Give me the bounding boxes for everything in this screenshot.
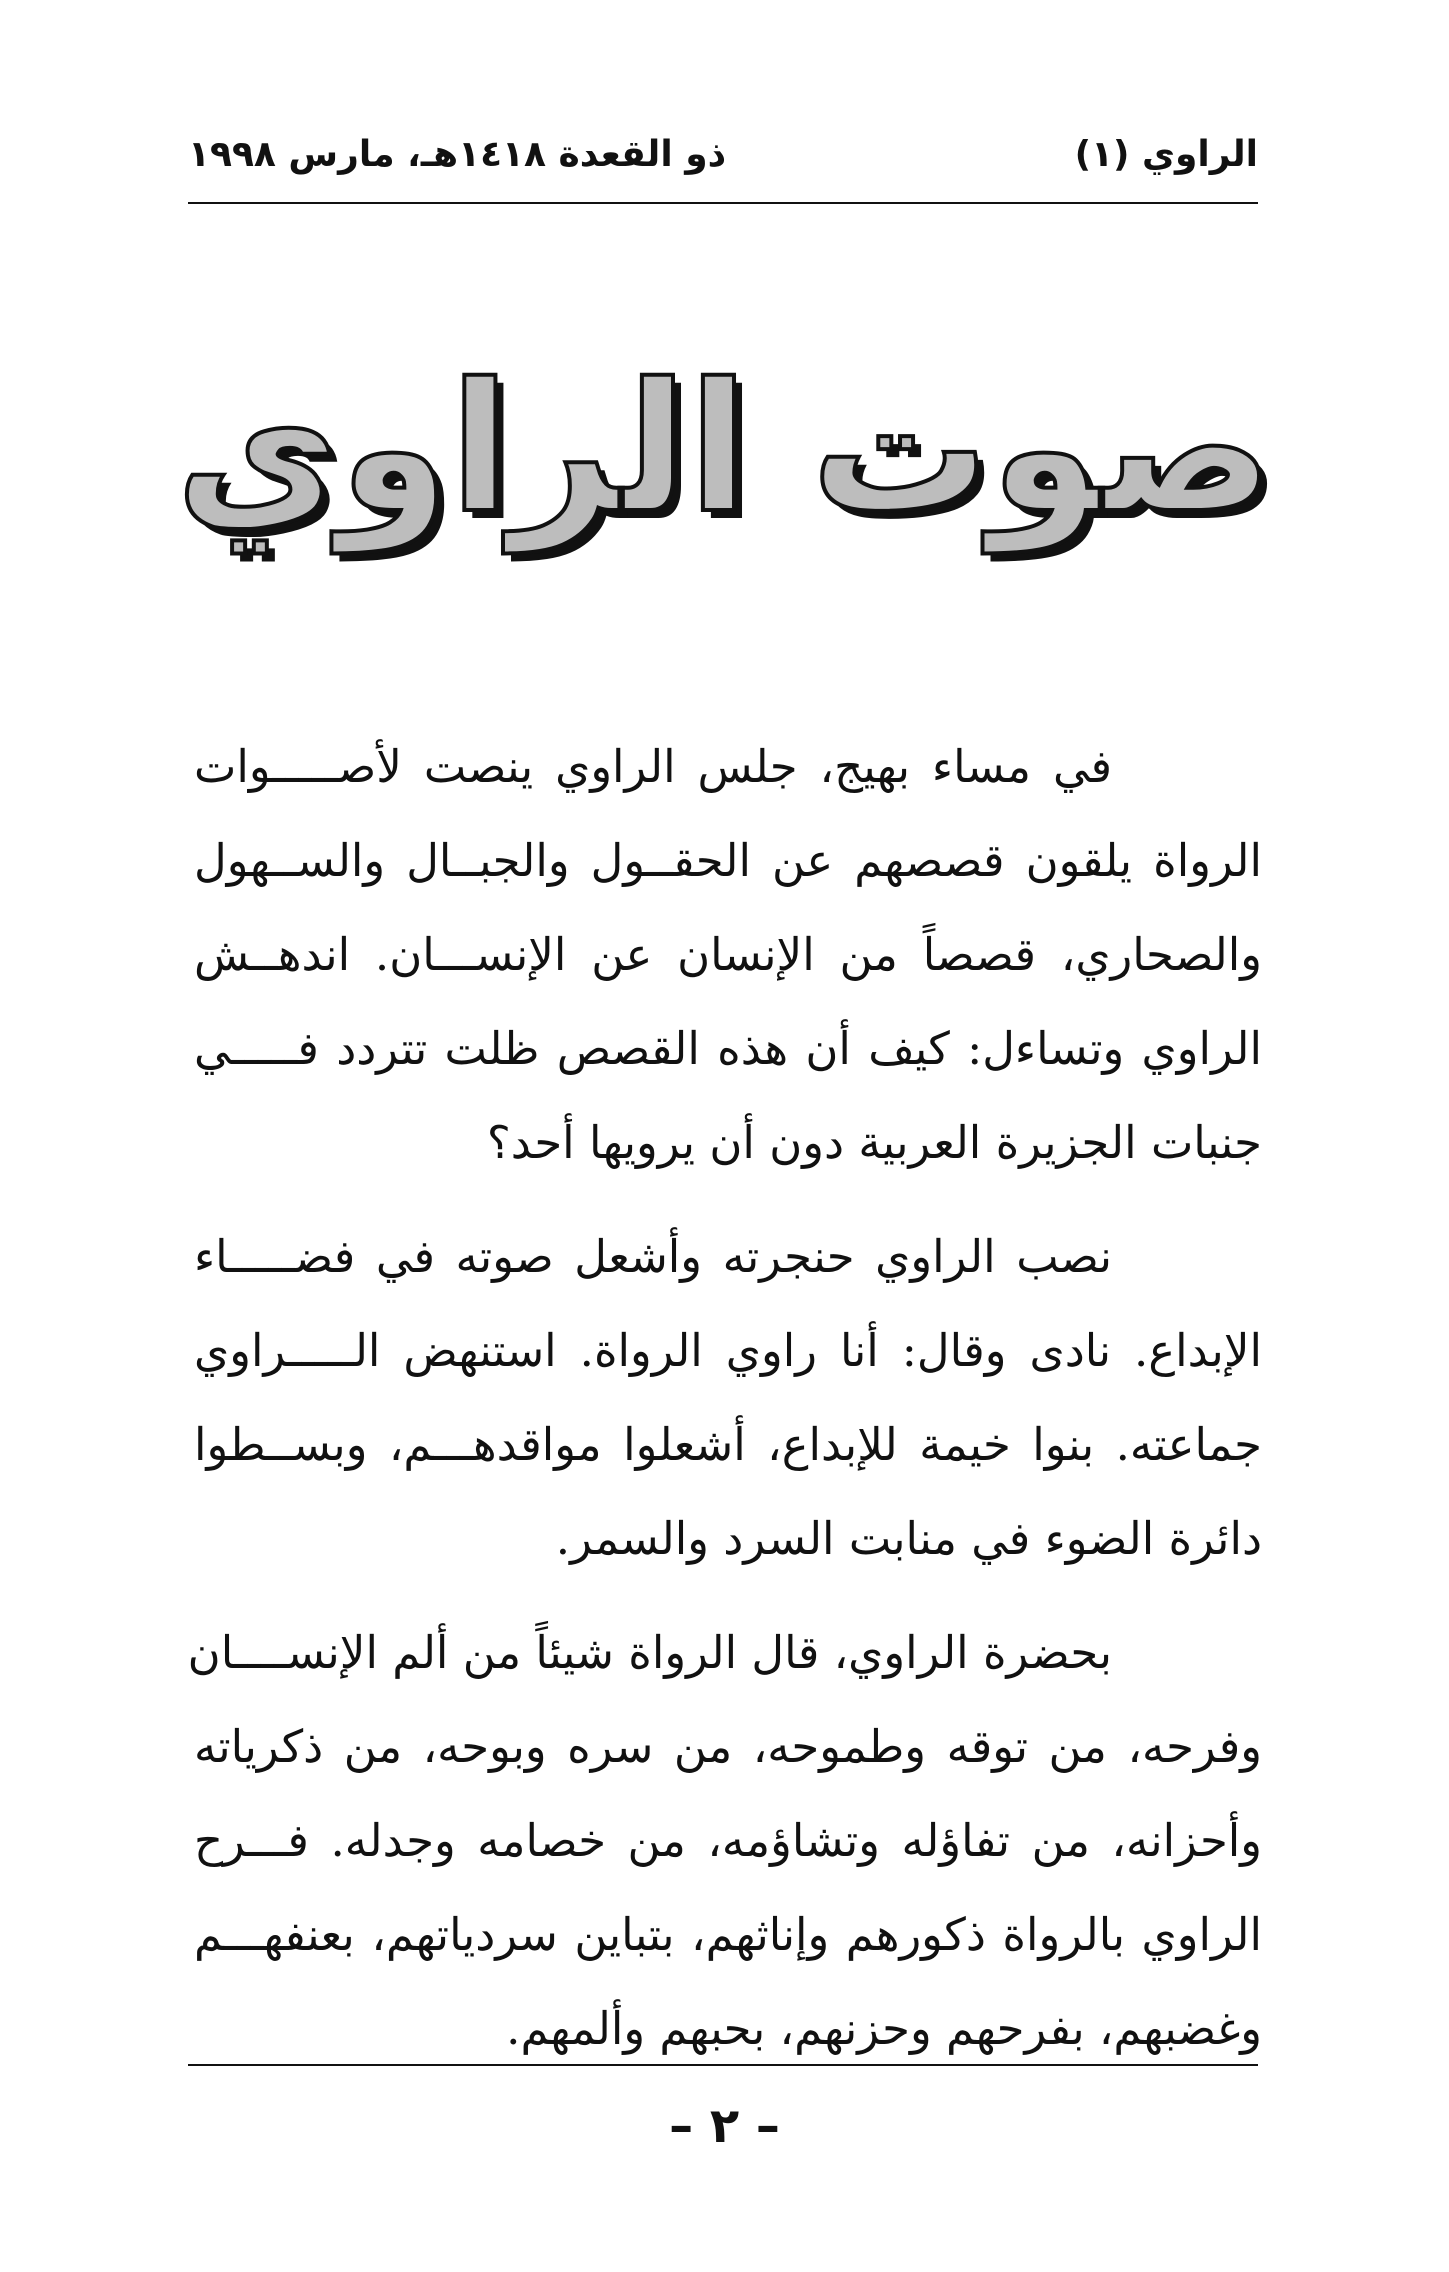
footer-rule: [188, 2064, 1258, 2066]
paragraph: [194, 1210, 1262, 1586]
text-line: الإبداع. نادى وقال: أنا راوي الرواة. استنهض الـــــراوي: [194, 1324, 1262, 1377]
text-line: وفرحه، من توقه وطموحه، من سره وبوحه، من ذكرياته: [194, 1720, 1262, 1773]
page-title: صوت الراوي: [175, 345, 1274, 552]
paragraph: [194, 720, 1262, 1190]
text-line: وغضبهم، بفرحهم وحزنهم، بحبهم وألمهم.: [506, 2002, 1262, 2055]
text-line: دائرة الضوء في منابت السرد والسمر.: [555, 1512, 1262, 1565]
page-number: – ٢ –: [669, 2098, 780, 2154]
text-line: الرواة يلقون قصصهم عن الحقــول والجبــال والســهول: [194, 834, 1262, 887]
header-date: ذو القعدة ١٤١٨هـ، مارس ١٩٩٨: [188, 134, 727, 175]
text-line: والصحاري، قصصاً من الإنسان عن الإنســـان. اندهــش: [194, 928, 1262, 981]
text-line: وأحزانه، من تفاؤله وتشاؤمه، من خصامه وجدله. فـــرح: [194, 1814, 1262, 1867]
paragraph: [187, 1606, 1262, 2076]
running-header: [188, 120, 1258, 190]
text-line: بحضرة الراوي، قال الرواة شيئاً من ألم الإنســــان: [187, 1626, 1112, 1679]
article-body: [187, 720, 1262, 2096]
text-line: جنبات الجزيرة العربية دون أن يرويها أحد؟: [486, 1116, 1262, 1169]
text-line: في مساء بهيج، جلس الراوي ينصت لأصـــــوات: [194, 740, 1112, 793]
text-line: الراوي وتساءل: كيف أن هذه القصص ظلت تتردد فـــــي: [194, 1022, 1262, 1075]
text-line: جماعته. بنوا خيمة للإبداع، أشعلوا مواقدهـــم، وبســطوا: [194, 1418, 1262, 1471]
text-line: الراوي بالرواة ذكورهم وإناثهم، بتباين سردياتهم، بعنفهـــم: [194, 1908, 1262, 1961]
text-line: نصب الراوي حنجرته وأشعل صوته في فضـــــاء: [194, 1230, 1112, 1283]
header-title: الراوي (١): [1074, 134, 1258, 175]
header-rule: [188, 202, 1258, 204]
